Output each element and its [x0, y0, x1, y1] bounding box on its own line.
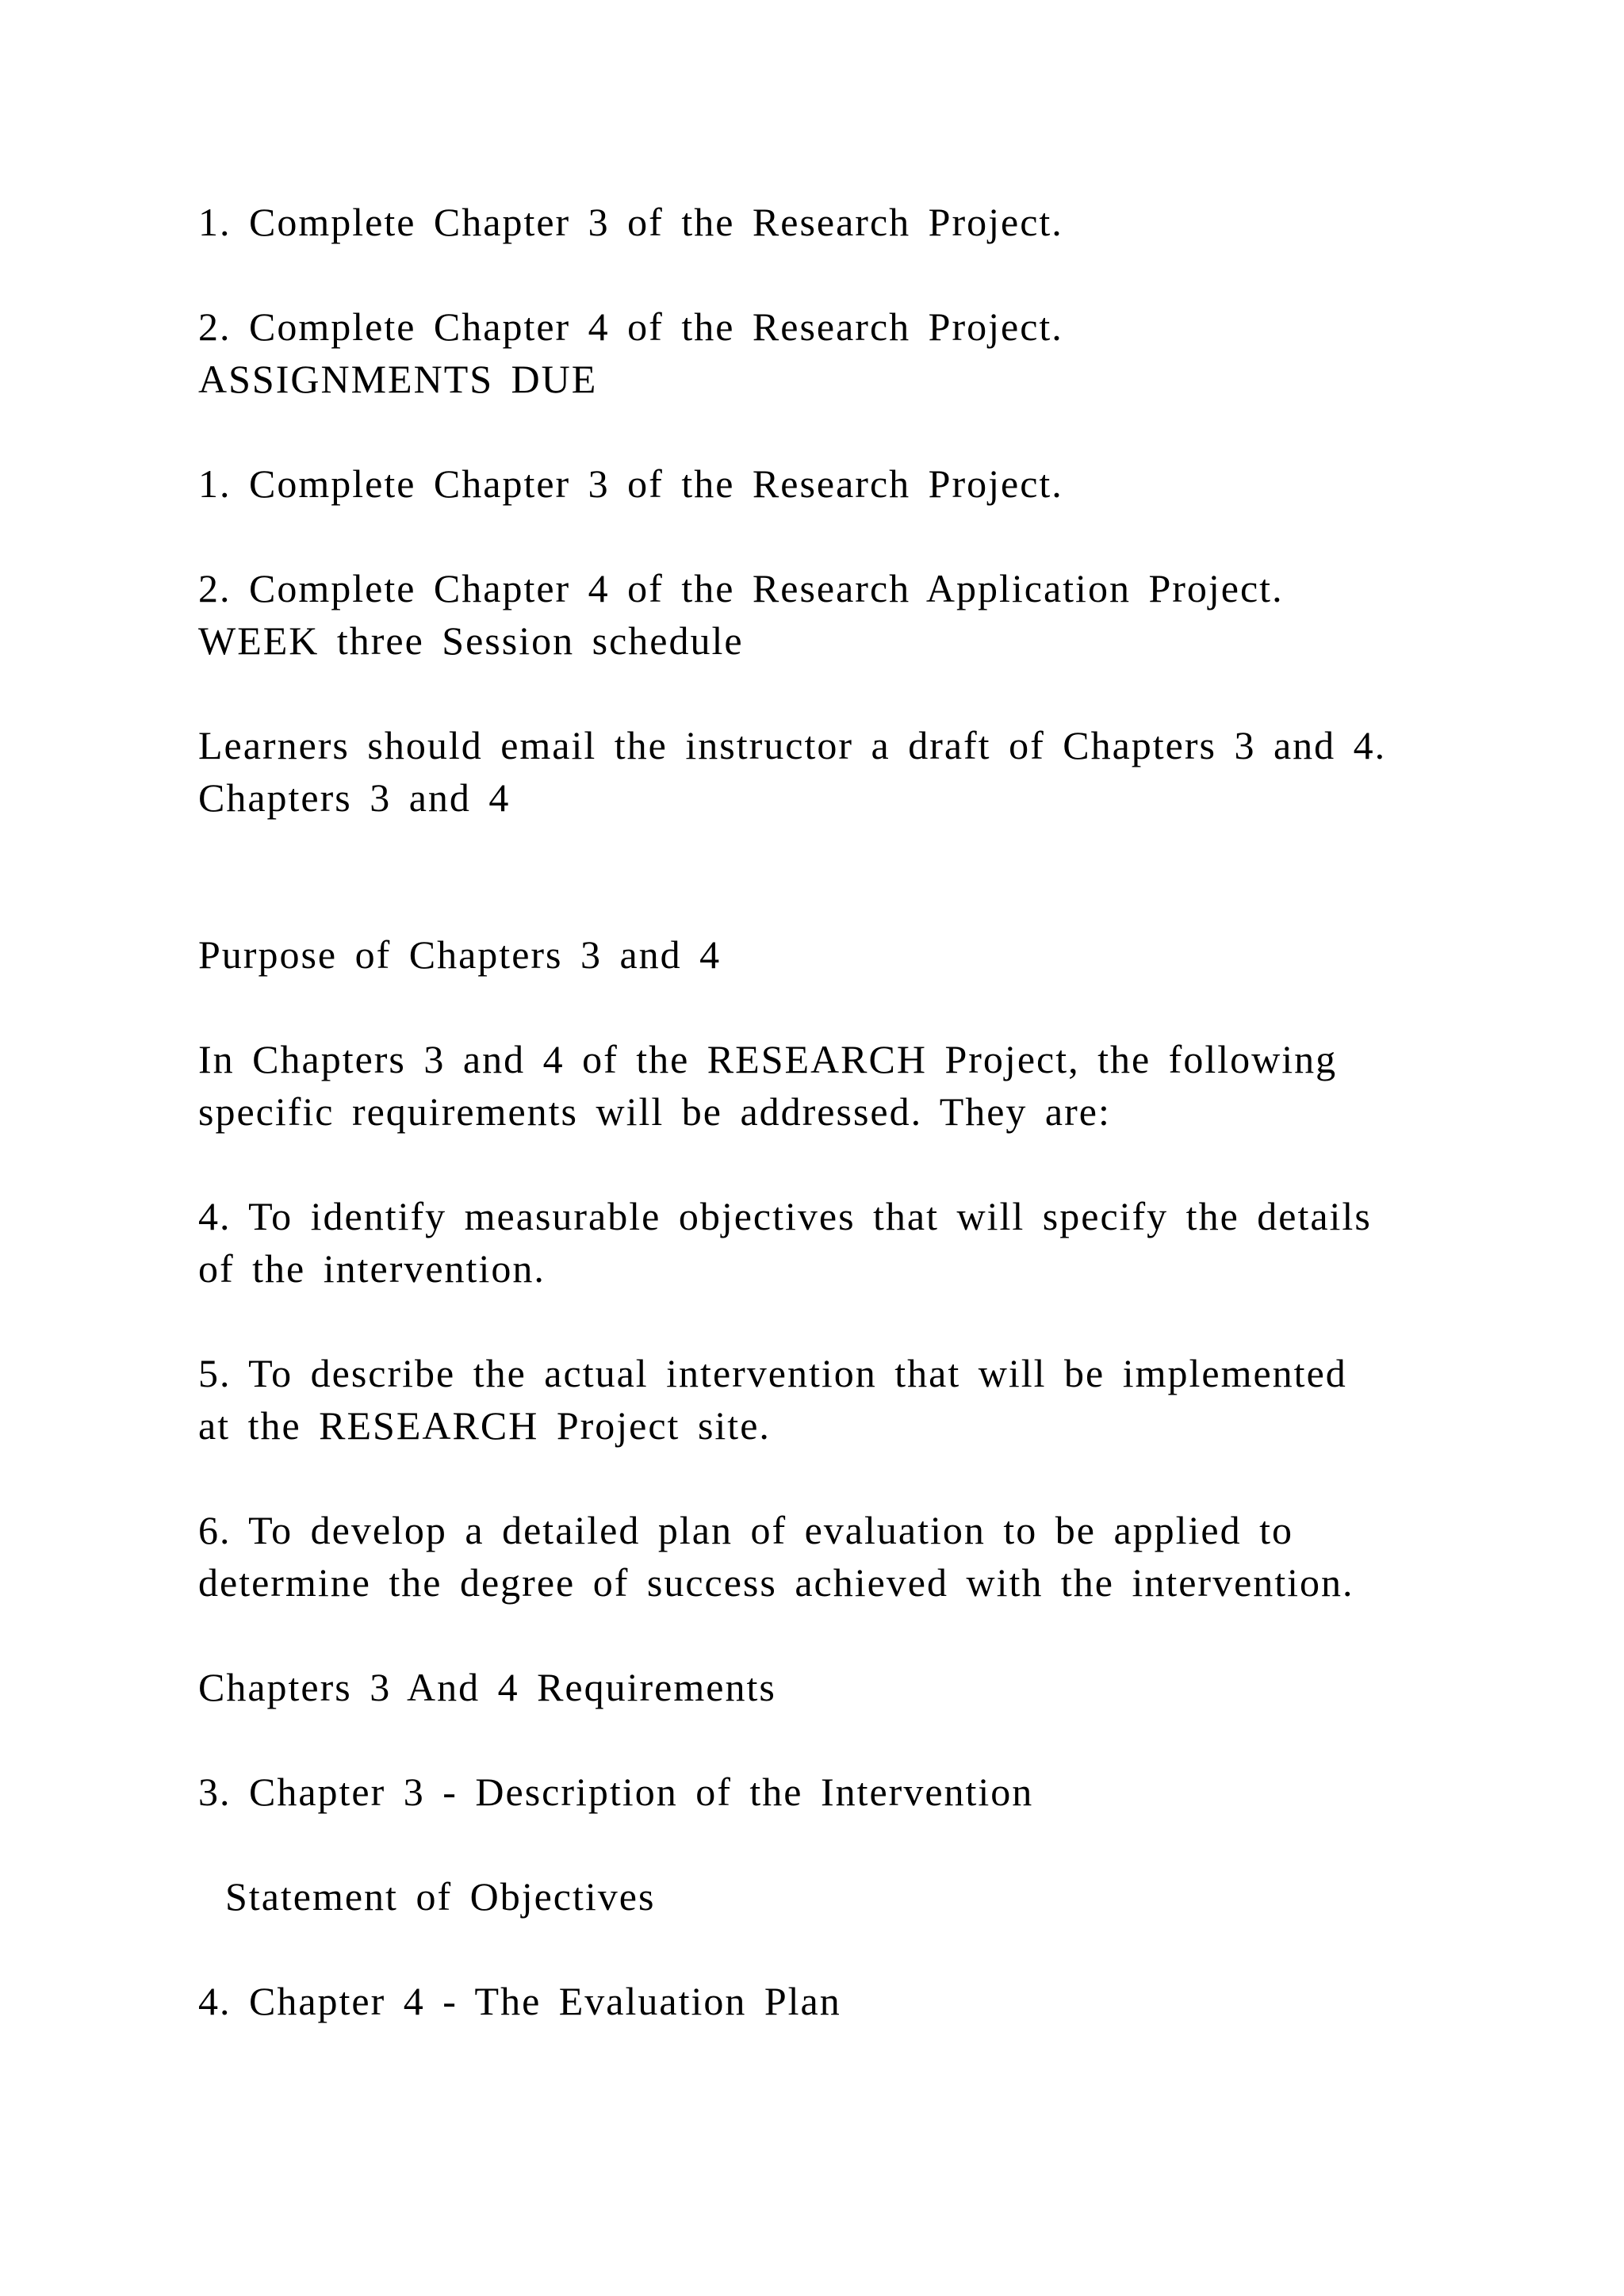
text-line: of the intervention. — [198, 1246, 546, 1291]
heading-chapters: Chapters 3 and 4 — [198, 775, 511, 820]
text-line: 2. Complete Chapter 4 of the Research Application Project. — [198, 566, 1284, 610]
text-line: 1. Complete Chapter 3 of the Research Project. — [198, 461, 1063, 506]
text-line: determine the degree of success achieved with the intervention. — [198, 1560, 1354, 1605]
text-line: 4. To identify measurable objectives that will specify the details — [198, 1194, 1372, 1238]
text-line: In Chapters 3 and 4 of the RESEARCH Project, the following — [198, 1037, 1338, 1081]
heading-assignments-due: ASSIGNMENTS DUE — [198, 357, 598, 401]
text-line: 5. To describe the actual intervention that will be implemented — [198, 1351, 1347, 1395]
text-line: 3. Chapter 3 - Description of the Intervention — [198, 1770, 1034, 1814]
text-line: Learners should email the instructor a draft of Chapters 3 and 4. — [198, 723, 1387, 767]
text-line: 6. To develop a detailed plan of evaluation to be applied to — [198, 1508, 1293, 1552]
heading-week-schedule: WEEK three Session schedule — [198, 618, 744, 663]
text-line: Statement of Objectives — [225, 1874, 656, 1919]
text-line: specific requirements will be addressed. They are: — [198, 1089, 1111, 1134]
heading-requirements: Chapters 3 And 4 Requirements — [198, 1665, 776, 1709]
text-line: at the RESEARCH Project site. — [198, 1403, 771, 1448]
text-line: 4. Chapter 4 - The Evaluation Plan — [198, 1979, 841, 2023]
text-line: 1. Complete Chapter 3 of the Research Project. — [198, 200, 1063, 244]
heading-purpose: Purpose of Chapters 3 and 4 — [198, 932, 722, 977]
text-line: 2. Complete Chapter 4 of the Research Project. — [198, 304, 1063, 349]
